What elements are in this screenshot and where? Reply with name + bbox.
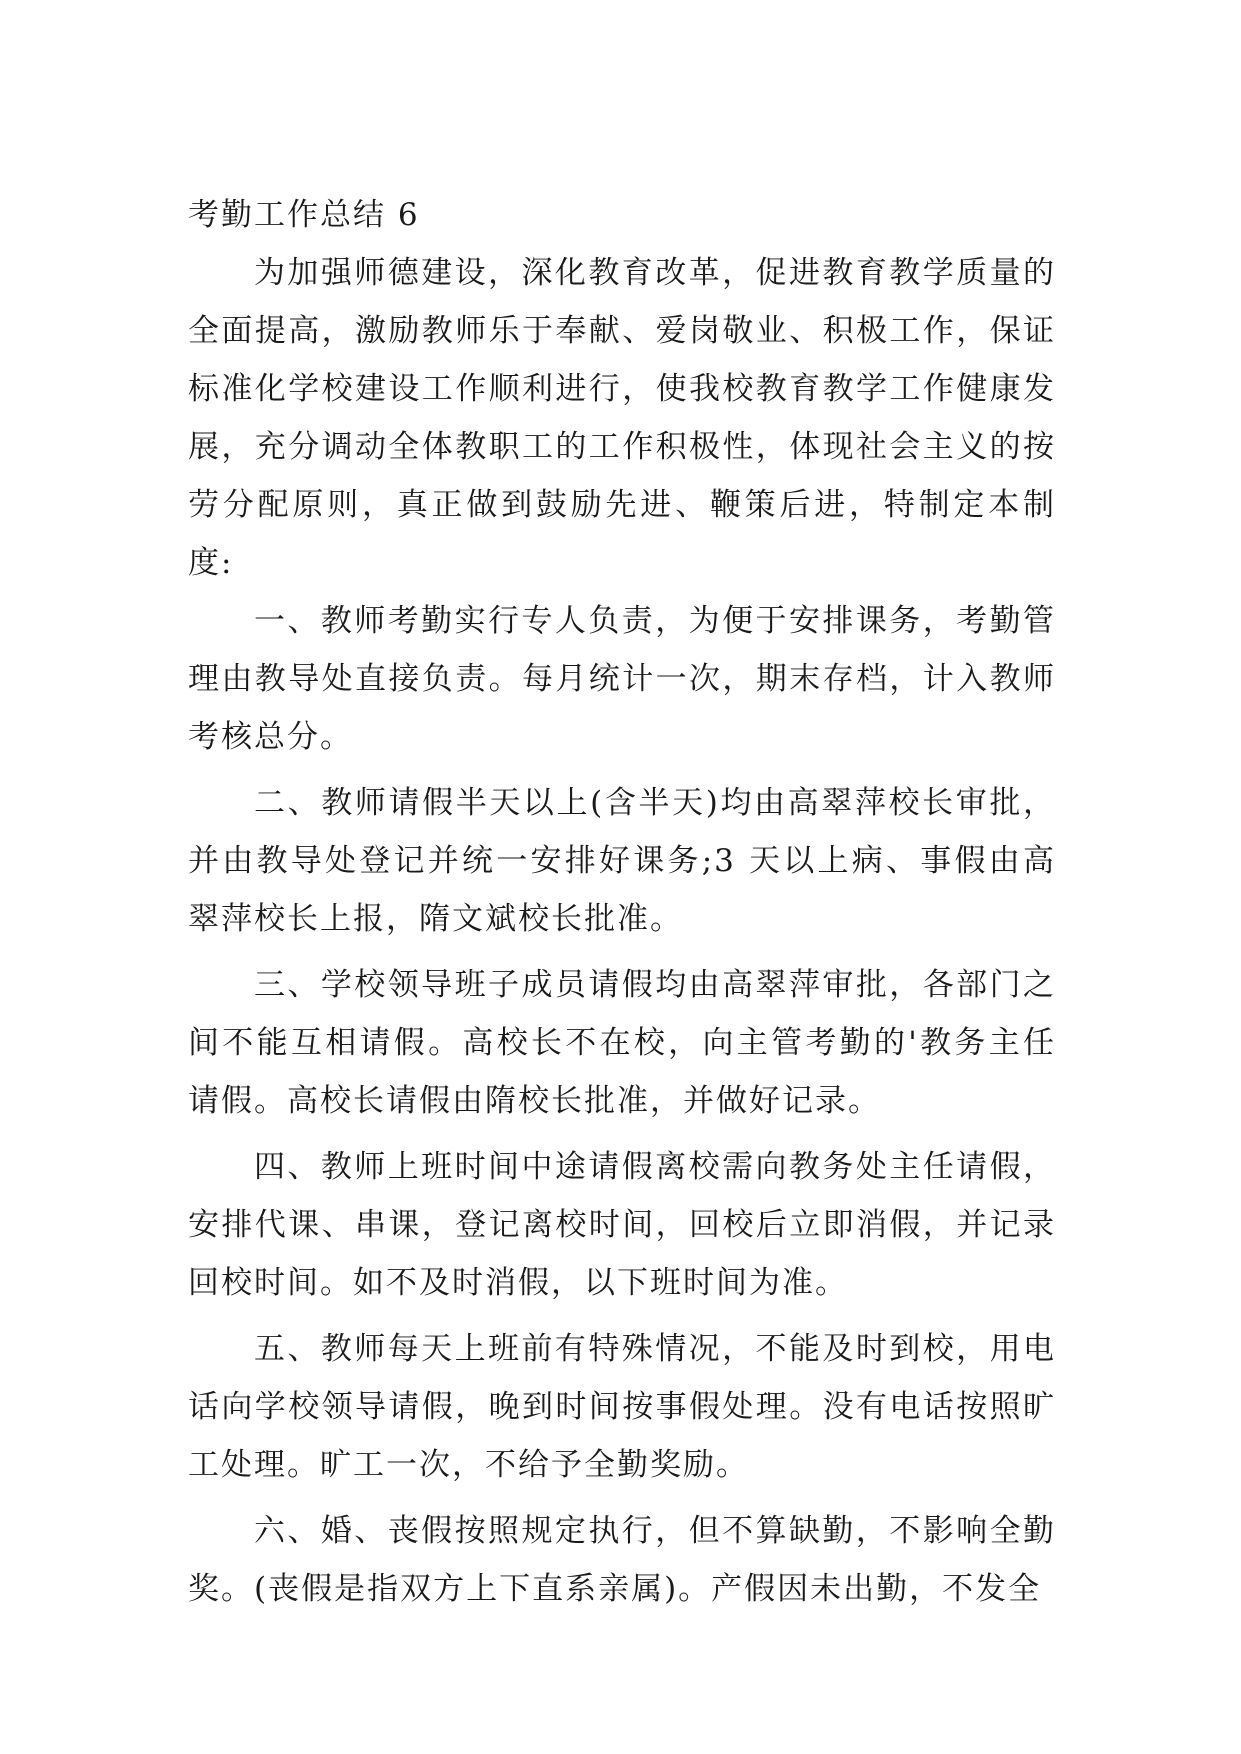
- paragraph-rule-5: 五、教师每天上班前有特殊情况，不能及时到校，用电话向学校领导请假，晚到时间按事假处理。没有电话按照旷工处理。旷工一次，不给予全勤奖励。: [188, 1331, 1056, 1483]
- paragraph-rule-1: 一、教师考勤实行专人负责，为便于安排课务，考勤管理由教导处直接负责。每月统计一次，期末存档，计入教师考核总分。: [188, 603, 1056, 755]
- document-body: [188, 186, 1056, 1618]
- paragraph-rule-4: 四、教师上班时间中途请假离校需向教务处主任请假，安排代课、串课，登记离校时间，回校后立即消假，并记录回校时间。如不及时消假，以下班时间为准。: [188, 1149, 1056, 1301]
- paragraph-rule-2: 二、教师请假半天以上(含半天)均由高翠萍校长审批，并由教导处登记并统一安排好课务;3 天以上病、事假由高翠萍校长上报，隋文斌校长批准。: [188, 785, 1056, 937]
- paragraph-intro: 为加强师德建设，深化教育改革，促进教育教学质量的全面提高，激励教师乐于奉献、爱岗敬业、积极工作，保证标准化学校建设工作顺利进行，使我校教育教学工作健康发展，充分调动全体教职工的工作积极性，体现社会主义的按劳分配原则，真正做到鼓励先进、鞭策后进，特制定本制度:: [188, 255, 1056, 581]
- paragraph-rule-6: 六、婚、丧假按照规定执行，但不算缺勤，不影响全勤奖。(丧假是指双方上下直系亲属)。产假因未出勤，不发全: [188, 1513, 1056, 1607]
- paragraph-rule-3: 三、学校领导班子成员请假均由高翠萍审批，各部门之间不能互相请假。高校长不在校，向主管考勤的'教务主任请假。高校长请假由隋校长批准，并做好记录。: [188, 967, 1056, 1119]
- document-title: 考勤工作总结 6: [188, 197, 420, 233]
